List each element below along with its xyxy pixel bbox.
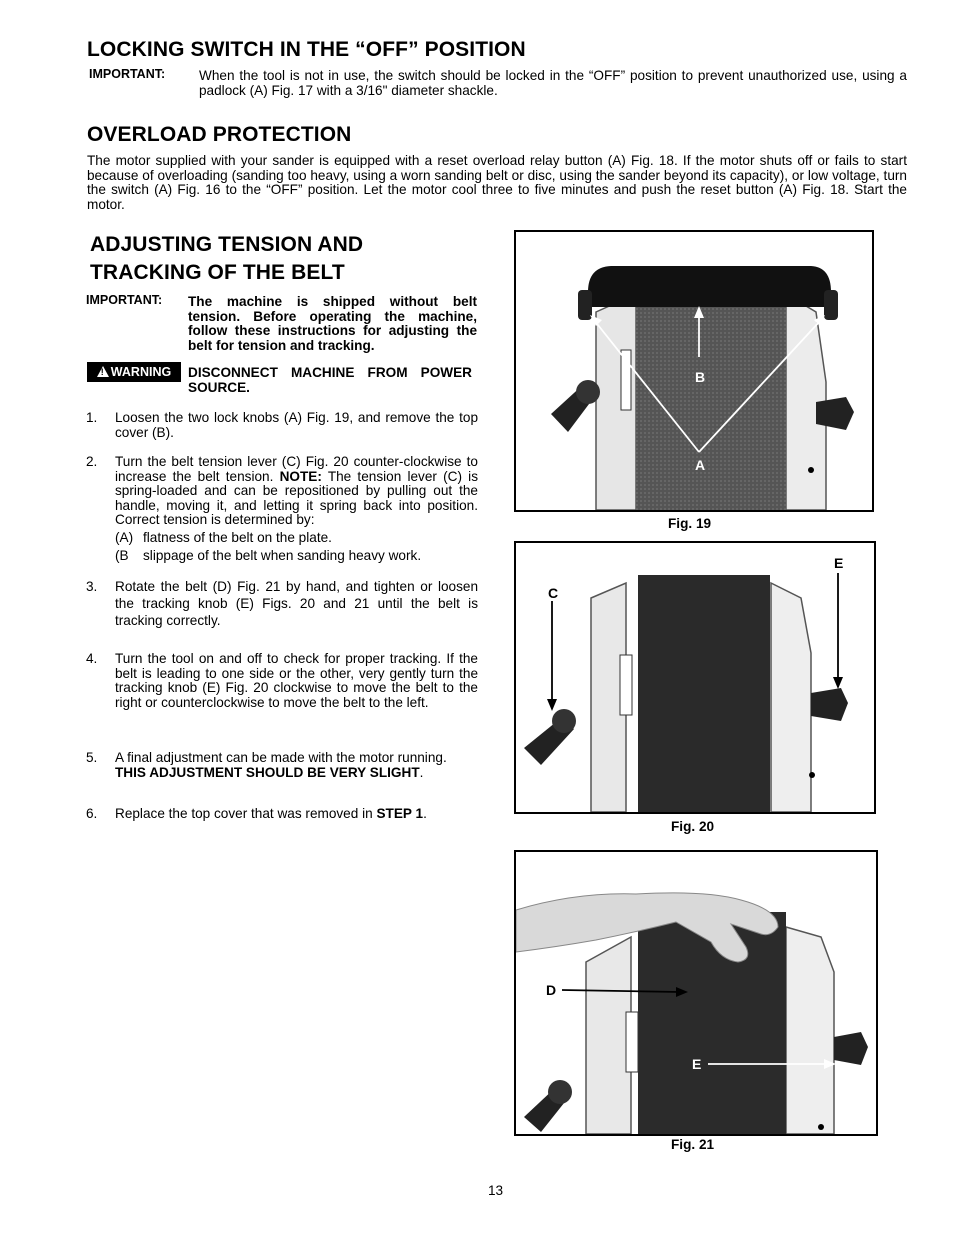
figure-20 [514,541,876,814]
fig20-caption: Fig. 20 [671,819,715,834]
step-3 [86,578,478,629]
locking-important-label: IMPORTANT: [89,67,166,81]
step-number: 6. [86,806,98,821]
step-number: 4. [86,651,98,666]
sub-item-key: (B [115,548,129,563]
adjusting-important-text: The machine is shipped without belt tension. Before operating the machine, follow these instructions for adjusting the belt for tension and tracking. [188,294,477,353]
fig21-label-d: D [546,982,557,998]
step-tail: . [419,764,424,780]
step-text [115,455,478,528]
fig19-label-b: B [695,369,706,385]
step-text-b: The tension lever (C) is spring-loaded and can be repositioned by pulling out the handle, moving it, and letting it spring back into position. Correct tension is determined by: [115,468,478,528]
step-text: Rotate the belt (D) Fig. 21 by hand, and tighten or loosen the tracking knob (E) Figs. 20 and 21 until the belt is tracking correctly. [115,579,478,628]
step-bold: THIS ADJUSTMENT SHOULD BE VERY SLIGHT [115,764,420,780]
step-number: 1. [86,410,98,425]
step-text [115,807,478,822]
step-text: Turn the tool on and off to check for proper tracking. If the belt is leading to one side or the other, very gently turn the tracking knob (E) Fig. 20 clockwise to move the belt to the right or counterclockwise to move the belt to the left. [115,651,478,710]
step-text-a: Replace the top cover that was removed in [115,806,377,821]
step-bold: STEP 1 [376,806,424,821]
overload-heading: OVERLOAD PROTECTION [87,123,352,146]
step-tail: . [423,806,427,821]
fig21-label-e: E [692,1056,702,1072]
sub-item-text: flatness of the belt on the plate. [143,530,332,545]
figure-19 [514,230,874,512]
fig19-caption: Fig. 19 [668,516,712,531]
step-number: 3. [86,579,98,594]
adjusting-heading-line2: TRACKING OF THE BELT [90,261,345,284]
adjusting-important-label: IMPORTANT: [86,293,163,307]
fig21-caption: Fig. 21 [671,1137,715,1152]
step-number: 2. [86,454,98,469]
fig20-label-e: E [834,555,844,571]
figure-20-illustration [516,543,874,812]
step-text [115,751,478,780]
warning-label: WARNING [110,365,172,379]
step-text-a: A final adjustment can be made with the motor running. [115,750,447,765]
adjusting-heading-line1: ADJUSTING TENSION AND [90,233,364,256]
step-6 [86,807,478,822]
step-number: 5. [86,750,98,765]
warning-text: DISCONNECT MACHINE FROM POWER SOURCE. [188,365,472,395]
page-number: 13 [488,1183,504,1198]
step-5 [86,751,478,780]
sub-item-text: slippage of the belt when sanding heavy work. [143,548,422,563]
sub-item-b [115,548,421,563]
adjusting-heading [90,231,363,287]
fig20-label-c: C [548,585,559,601]
sub-item-a [115,530,332,545]
step-1 [86,411,478,440]
locking-switch-heading: LOCKING SWITCH IN THE “OFF” POSITION [87,38,526,61]
warning-triangle-icon [97,366,109,377]
figure-21 [514,850,878,1136]
step-text-a: Turn the belt tension lever (C) Fig. 20 counter-clockwise to increase the belt tension. [115,454,478,484]
figure-19-illustration [516,232,872,510]
fig19-label-a: A [695,457,706,473]
step-note-label: NOTE: [279,468,322,484]
warning-badge [87,362,181,382]
overload-text: The motor supplied with your sander is equipped with a reset overload relay button (A) Fig. 18. If the motor shuts off or fails to start because of overloading (sanding too heavy, using a worn sanding belt or disc, using the sander beyond its capacity), or low voltage, turn the switch (A) Fig. 16 to the “OFF” position. Let the motor cool three to five minutes and push the reset button (A) Fig. 18. Start the motor. [87,153,907,212]
figure-21-illustration [516,852,876,1134]
step-4 [86,652,478,710]
locking-important-text: When the tool is not in use, the switch should be locked in the “OFF” position to prevent unauthorized use, using a padlock (A) Fig. 17 with a 3/16" diameter shackle. [199,68,907,98]
step-2 [86,455,478,528]
step-text: Loosen the two lock knobs (A) Fig. 19, and remove the top cover (B). [115,410,478,440]
sub-item-key: (A) [115,530,134,545]
